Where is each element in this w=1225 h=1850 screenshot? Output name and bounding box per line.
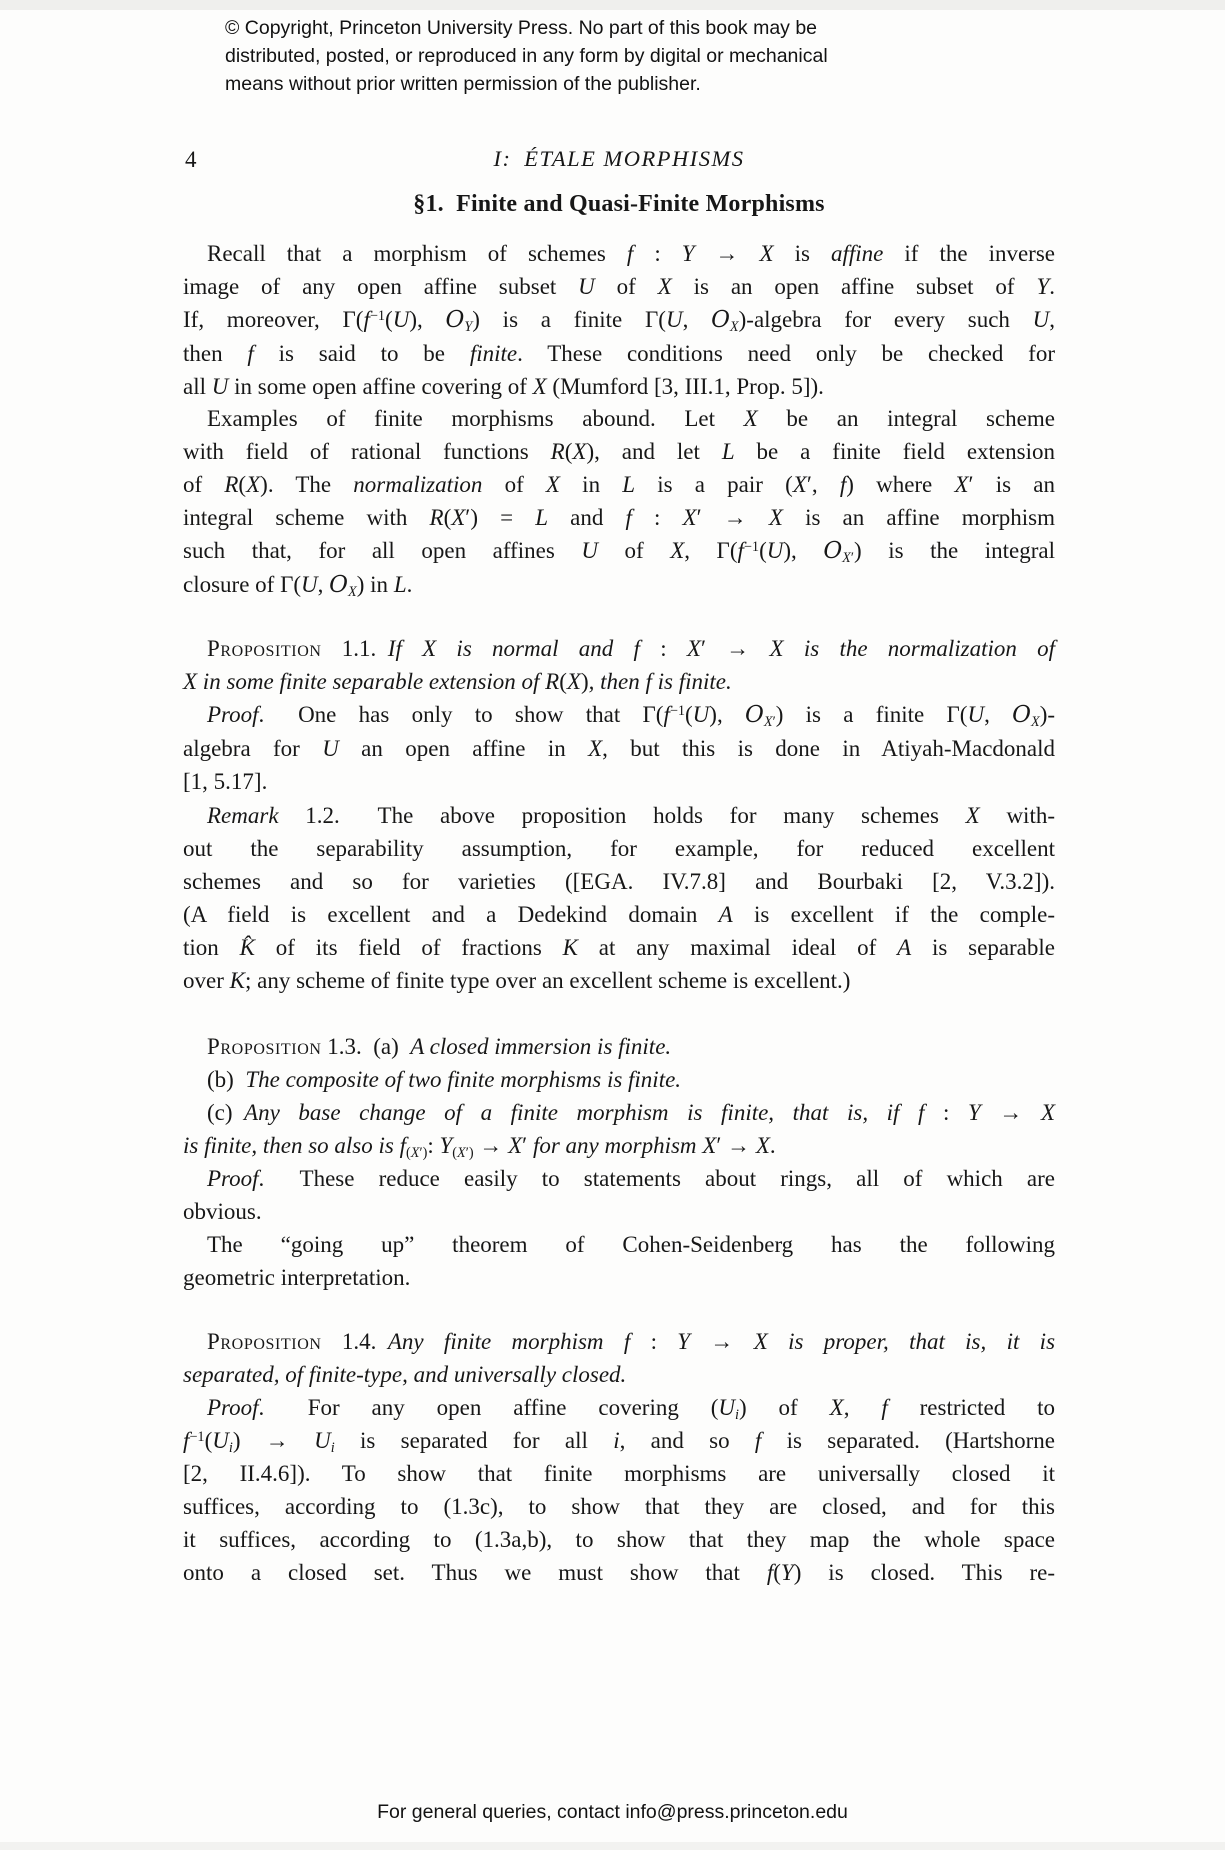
proposition-1-3 <box>183 1030 1055 1228</box>
text-line: onto a closed set. Thus we must show that f(Y) is closed. This re- <box>183 1560 1055 1585</box>
text-line: such that, for all open affines U of X, $\Gamma(f^{-1}(U)$, $O_{X'}$) is the integral <box>183 538 1055 566</box>
text-line: it suffices, according to (1.3a,b), to show that they map the whole space <box>183 1527 1055 1552</box>
text-line: Recall that a morphism of schemes f : Y → X is affine if the inverse <box>207 241 1055 266</box>
text-line: Proposition 1.4. Any finite morphism f : Y → X is proper, that is, it is <box>207 1329 1056 1354</box>
text-line: (c) Any base change of a finite morphism is finite, that is, if f : Y → X <box>207 1100 1056 1125</box>
text-line: over K; any scheme of finite type over an excellent scheme is excellent.) <box>183 968 851 993</box>
text-line: Examples of finite morphisms abound. Let X be an integral scheme <box>207 406 1055 431</box>
text-line: schemes and so for varieties ([EGA. IV.7.8] and Bourbaki [2, V.3.2]). <box>183 869 1055 894</box>
scan-edge-top <box>0 0 1225 10</box>
proposition-1-4 <box>183 1325 1055 1391</box>
text-line: tion K̂ of its field of fractions K at any maximal ideal of A is separable <box>183 935 1055 960</box>
text-line: The “going up” theorem of Cohen-Seidenberg has the following <box>207 1232 1055 1257</box>
proposition-1-1 <box>183 632 1055 698</box>
text-line: [2, II.4.6]). To show that finite morphisms are universally closed it <box>183 1461 1055 1486</box>
text-line: with field of rational functions R(X), and let L be a finite field extension <box>183 439 1055 464</box>
text-line: is finite, then so also is $f_{(X')}$: $Y_{(X')} \to X'$ for any morphism X′ → X. <box>183 1133 776 1161</box>
copyright-line: distributed, posted, or reproduced in any form by digital or mechanical <box>225 45 828 67</box>
text-line: (b) The composite of two finite morphisms is finite. <box>207 1067 682 1092</box>
running-head: I: ÉTALE MORPHISMS <box>493 146 745 171</box>
text-line: Proof. These reduce easily to statements about rings, all of which are <box>207 1166 1055 1191</box>
text-line: obvious. <box>183 1199 262 1224</box>
text-line: (A field is excellent and a Dedekind domain A is excellent if the comple- <box>183 902 1055 927</box>
remark-1-2 <box>183 799 1055 997</box>
text-line: [1, 5.17]. <box>183 769 268 794</box>
text-line: integral scheme with R(X′) = L and f : X′ → X is an affine morphism <box>183 505 1056 530</box>
proof-1-1 <box>183 698 1055 798</box>
page-header <box>183 146 1055 176</box>
text-line: Proposition 1.3. (a) A closed immersion is finite. <box>207 1034 672 1059</box>
text-line: of R(X). The normalization of X in L is a pair (X′, f) where X′ is an <box>183 472 1055 497</box>
text-line: suffices, according to (1.3c), to show that they are closed, and for this <box>183 1494 1055 1519</box>
scan-edge-bottom <box>0 1842 1225 1850</box>
text-line: closure of Γ(U, $O_X$) in L. <box>183 572 413 600</box>
text-line: out the separability assumption, for example, for reduced excellent <box>183 836 1055 861</box>
paragraph-going-up <box>183 1228 1055 1294</box>
paragraph-affine-finite <box>183 237 1055 403</box>
text-line: Proof. For any open affine covering $(U_i)$ of X, f restricted to <box>207 1395 1055 1423</box>
text-line: Proof. One has only to show that $\Gamma(f^{-1}(U)$, $O_{X'}$) is a finite Γ(U, $O_X)-$ <box>207 702 1056 730</box>
text-line: $f^{-1}(U_i) \to U_i$ is separated for all i, and so f is separated. (Hartshorne <box>183 1428 1055 1456</box>
text-line: Remark 1.2. The above proposition holds for many schemes X with- <box>207 803 1055 828</box>
text-line: If, moreover, $\Gamma(f^{-1}(U)$, $O_Y$) is a finite Γ(U, $O_X$)-algebra for every such U, <box>183 307 1056 335</box>
proof-1-4 <box>183 1391 1055 1589</box>
page-number: 4 <box>185 147 197 172</box>
text-line: X in some finite separable extension of R(X), then f is finite. <box>183 669 732 694</box>
text-line: algebra for U an open affine in X, but this is done in Atiyah-Macdonald <box>183 736 1056 761</box>
copyright-line: © Copyright, Princeton University Press. No part of this book may be <box>225 17 818 39</box>
section-title: §1. Finite and Quasi-Finite Morphisms <box>413 191 825 217</box>
text-line: separated, of finite-type, and universally closed. <box>183 1362 627 1387</box>
text-line: image of any open affine subset U of X is an open affine subset of Y. <box>183 274 1055 299</box>
page-footer: For general queries, contact info@press.princeton.edu <box>377 1801 848 1823</box>
text-line: all U in some open affine covering of X (Mumford [3, III.1, Prop. 5]). <box>183 374 824 399</box>
text-line: then f is said to be finite. These conditions need only be checked for <box>183 341 1055 366</box>
copyright-line: means without prior written permission of the publisher. <box>225 73 701 95</box>
copyright-notice <box>225 14 865 98</box>
paragraph-examples-normalization <box>183 402 1055 602</box>
text-line: Proposition 1.1. If X is normal and f : X′ → X is the normalization of <box>207 636 1056 661</box>
text-line: geometric interpretation. <box>183 1265 411 1290</box>
